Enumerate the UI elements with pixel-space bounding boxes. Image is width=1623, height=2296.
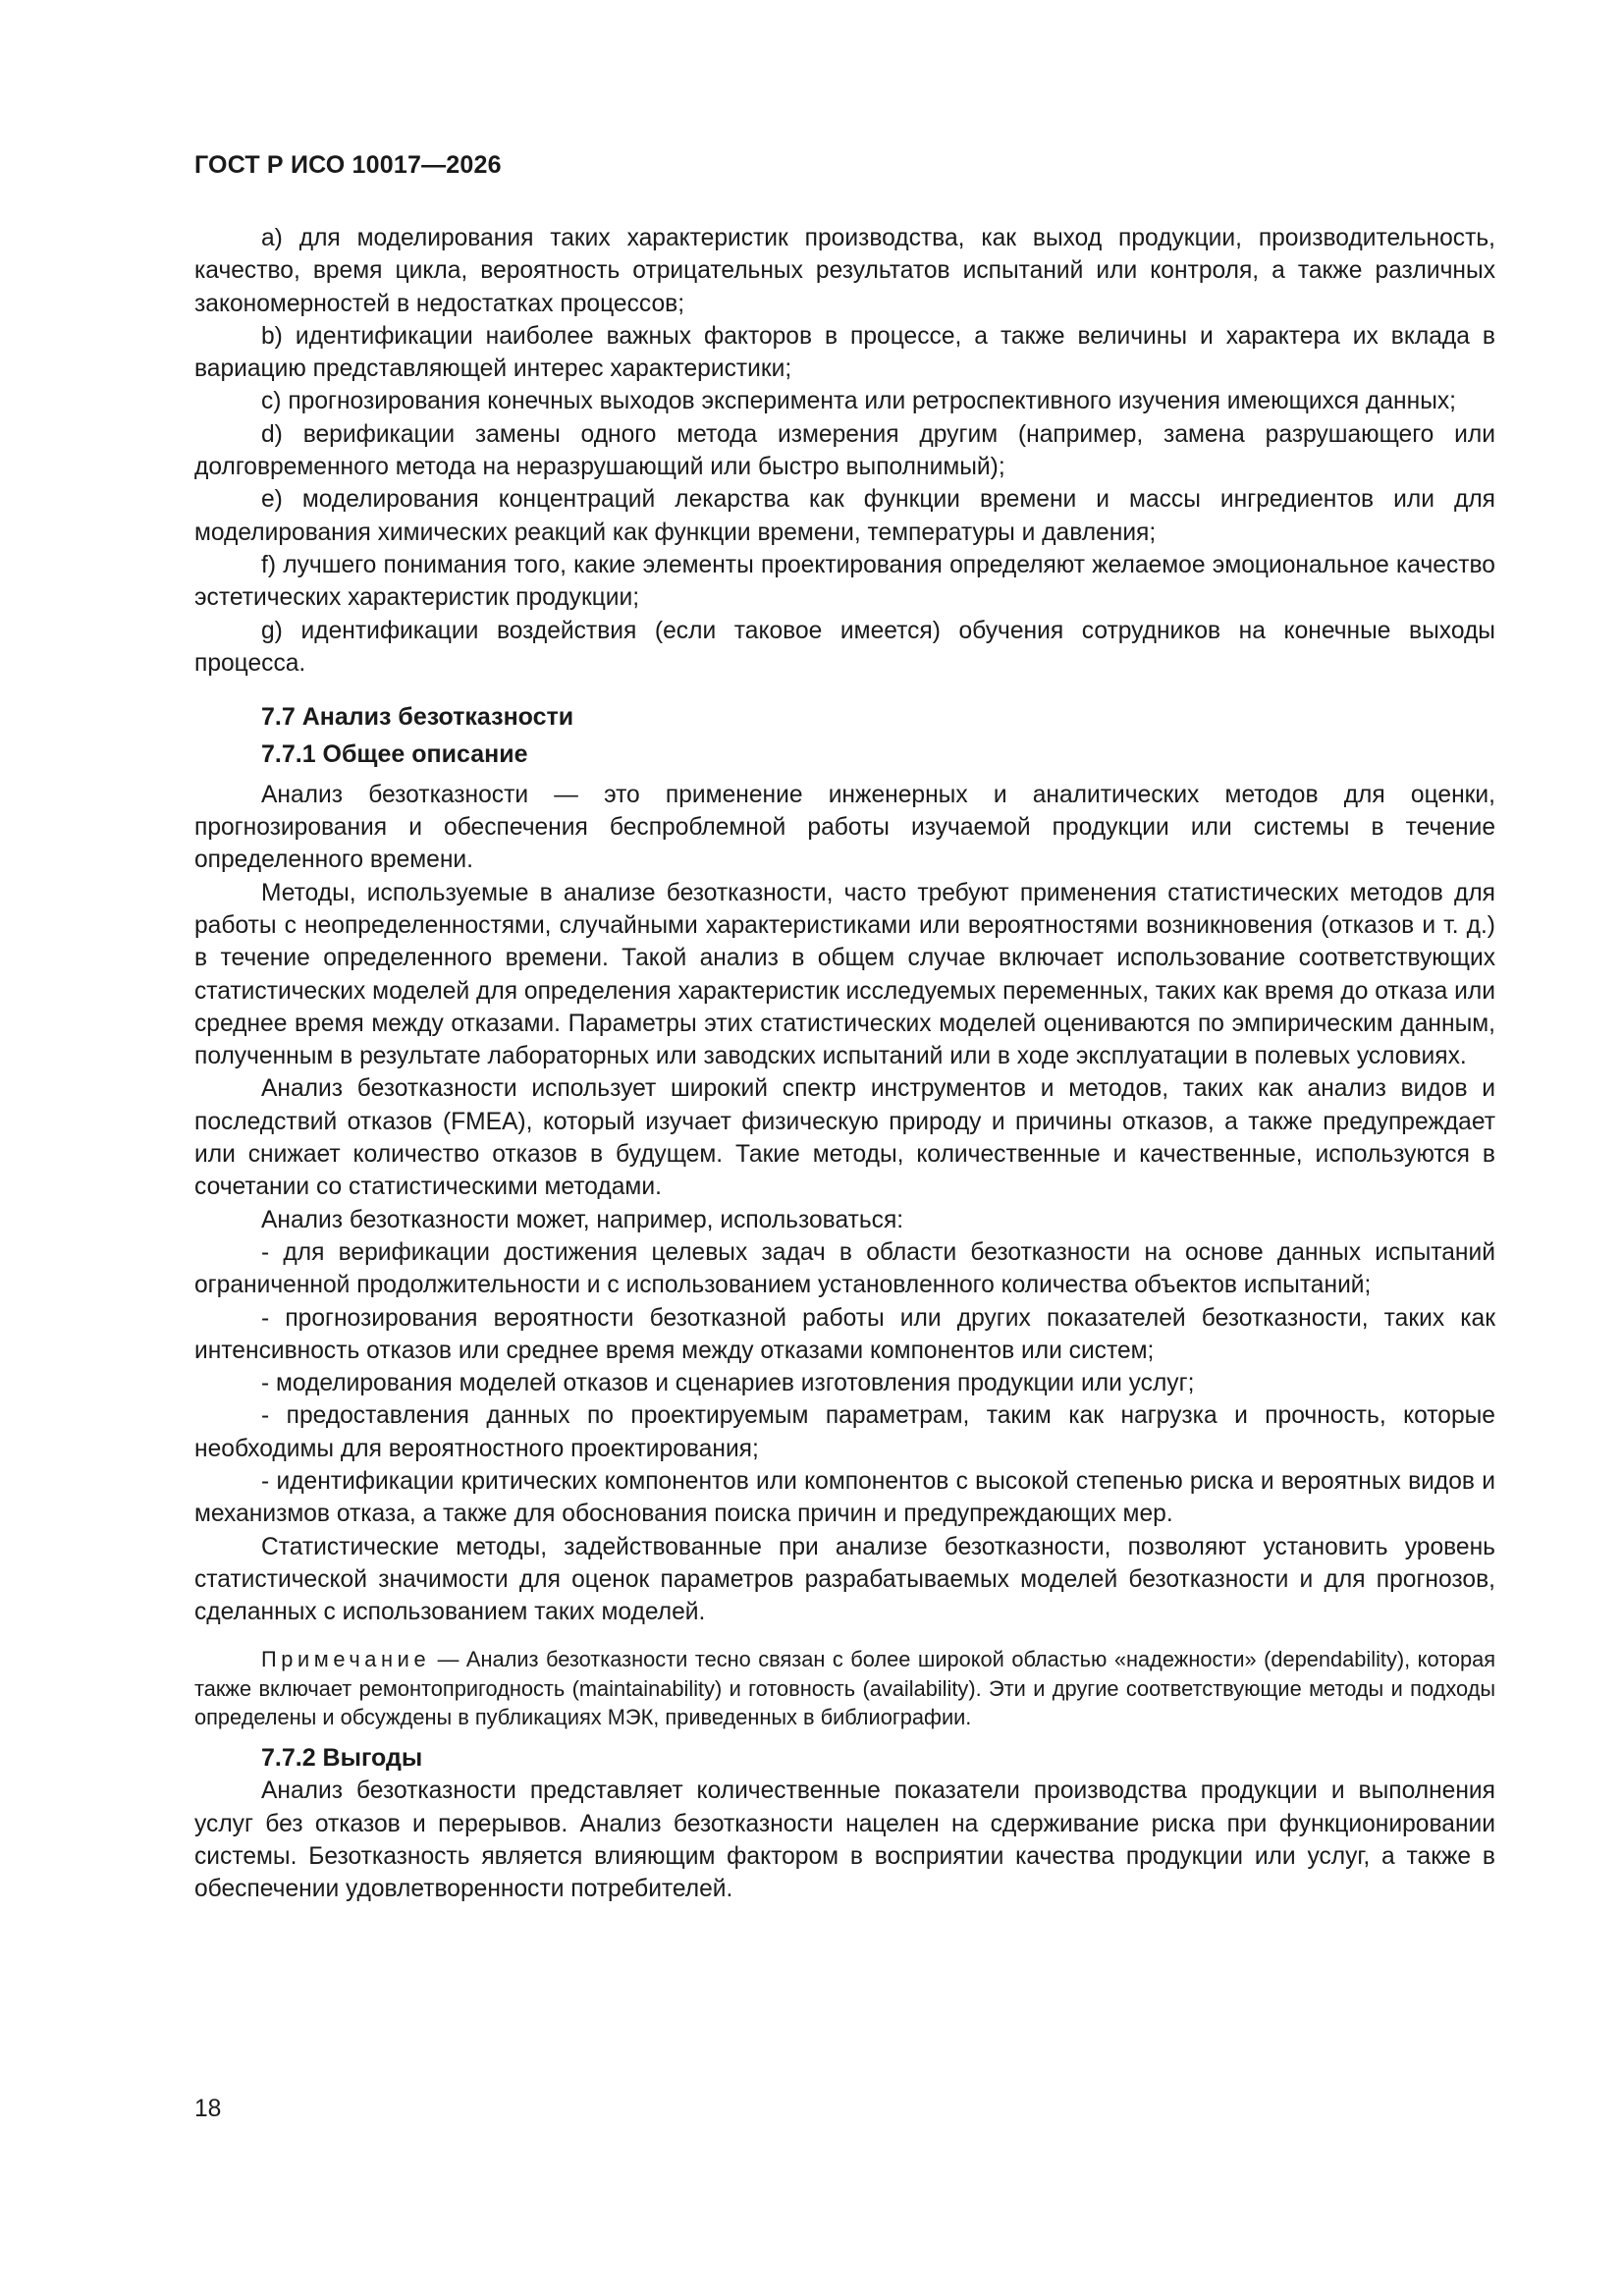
list-item-c: c) прогнозирования конечных выходов эксперимента или ретроспективного изучения имеющихся данных; (261, 388, 1457, 415)
list-item-dash: - для верификации достижения целевых задач в области безотказности на основе данных испытаний ограниченной продолжительности и с использованием установленного количества объектов испытаний; (194, 1238, 1495, 1299)
subsection-heading-7-7-1: 7.7.1 Общее описание (261, 740, 528, 769)
list-item-dash: - моделирования моделей отказов и сценариев изготовления продукции или услуг; (261, 1370, 1195, 1397)
section-heading-7-7: 7.7 Анализ безотказности (261, 703, 574, 732)
list-item-a: a) для моделирования таких характеристик производства, как выход продукции, производительность, качество, время цикла, вероятность отрицательных результатов испытаний или контроля, а также различных закономерностей в недостатках процессов; (194, 225, 1495, 317)
list-item-g: g) идентификации воздействия (если таковое имеется) обучения сотрудников на конечные выходы процесса. (194, 617, 1495, 677)
paragraph: Статистические методы, задействованные при анализе безотказности, позволяют установить уровень статистической значимости для оценок параметров разрабатываемых моделей безотказности и для прогнозов, сделанных с использованием таких моделей. (194, 1533, 1495, 1626)
note-text: — Анализ безотказности тесно связан с более широкой областью «надежности» (dependability), которая также включает ремонтопригодность (maintainability) и готовность (availability). Эти и другие соответствующие методы и подходы определены и обсуждены в публикациях МЭК, приведенных в библиографии. (194, 1647, 1495, 1730)
subsection-heading-7-7-2: 7.7.2 Выгоды (261, 1743, 423, 1772)
list-item-dash: - предоставления данных по проектируемым параметрам, таким как нагрузка и прочность, которые необходимы для вероятностного проектирования; (194, 1402, 1495, 1462)
list-item-e: e) моделирования концентраций лекарства как функции времени и массы ингредиентов или для моделирования химических реакций как функции времени, температуры и давления; (194, 486, 1495, 546)
paragraph: Анализ безотказности использует широкий спектр инструментов и методов, таких как анализ видов и последствий отказов (FMEA), который изучает физическую природу и причины отказов, а также предупреждает или снижает количество отказов в будущем. Такие методы, количественные и качественные, используются в сочетании со статистическими методами. (194, 1075, 1495, 1201)
list-item-f: f) лучшего понимания того, какие элементы проектирования определяют желаемое эмоциональное качество эстетических характеристик продукции; (194, 551, 1495, 612)
list-item-d: d) верификации замены одного метода измерения другим (например, замена разрушающего или долговременного метода на неразрушающий или быстро выполнимый); (194, 420, 1495, 481)
document-header: ГОСТ Р ИСО 10017—2026 (194, 151, 502, 179)
paragraph: Методы, используемые в анализе безотказности, часто требуют применения статистических методов для работы с неопределенностями, случайными характеристиками или вероятностями возникновения (отказов и т. д.) в течение определенного времени. Такой анализ в общем случае включает использование соответствующих статистических моделей для определения характеристик исследуемых переменных, таких как время до отказа или среднее время между отказами. Параметры этих статистических моделей оцениваются по эмпирическим данным, полученным в результате лабораторных или заводских испытаний или в ходе эксплуатации в полевых условиях. (194, 879, 1495, 1070)
list-item-b: b) идентификации наиболее важных факторов в процессе, а также величины и характера их вклада в вариацию представляющей интерес характеристики; (194, 322, 1495, 383)
paragraph: Анализ безотказности может, например, использоваться: (261, 1206, 904, 1233)
note-label: Примечание (261, 1647, 431, 1672)
document-body (194, 222, 1495, 1905)
paragraph: Анализ безотказности — это применение инженерных и аналитических методов для оценки, прогнозирования и обеспечения беспроблемной работы изучаемой продукции или системы в течение определенного времени. (194, 781, 1495, 874)
list-item-dash: - прогнозирования вероятности безотказной работы или других показателей безотказности, таких как интенсивность отказов или среднее время между отказами компонентов или систем; (194, 1304, 1495, 1364)
list-item-dash: - идентификации критических компонентов или компонентов с высокой степенью риска и вероятных видов и механизмов отказа, а также для обоснования поиска причин и предупреждающих мер. (194, 1467, 1495, 1528)
page-number: 18 (194, 2096, 222, 2122)
paragraph: Анализ безотказности представляет количественные показатели производства продукции и выполнения услуг без отказов и перерывов. Анализ безотказности нацелен на сдерживание риска при функционировании системы. Безотказность является влияющим фактором в восприятии качества продукции или услуг, а также в обеспечении удовлетворенности потребителей. (194, 1777, 1495, 1903)
note (194, 1645, 1495, 1732)
